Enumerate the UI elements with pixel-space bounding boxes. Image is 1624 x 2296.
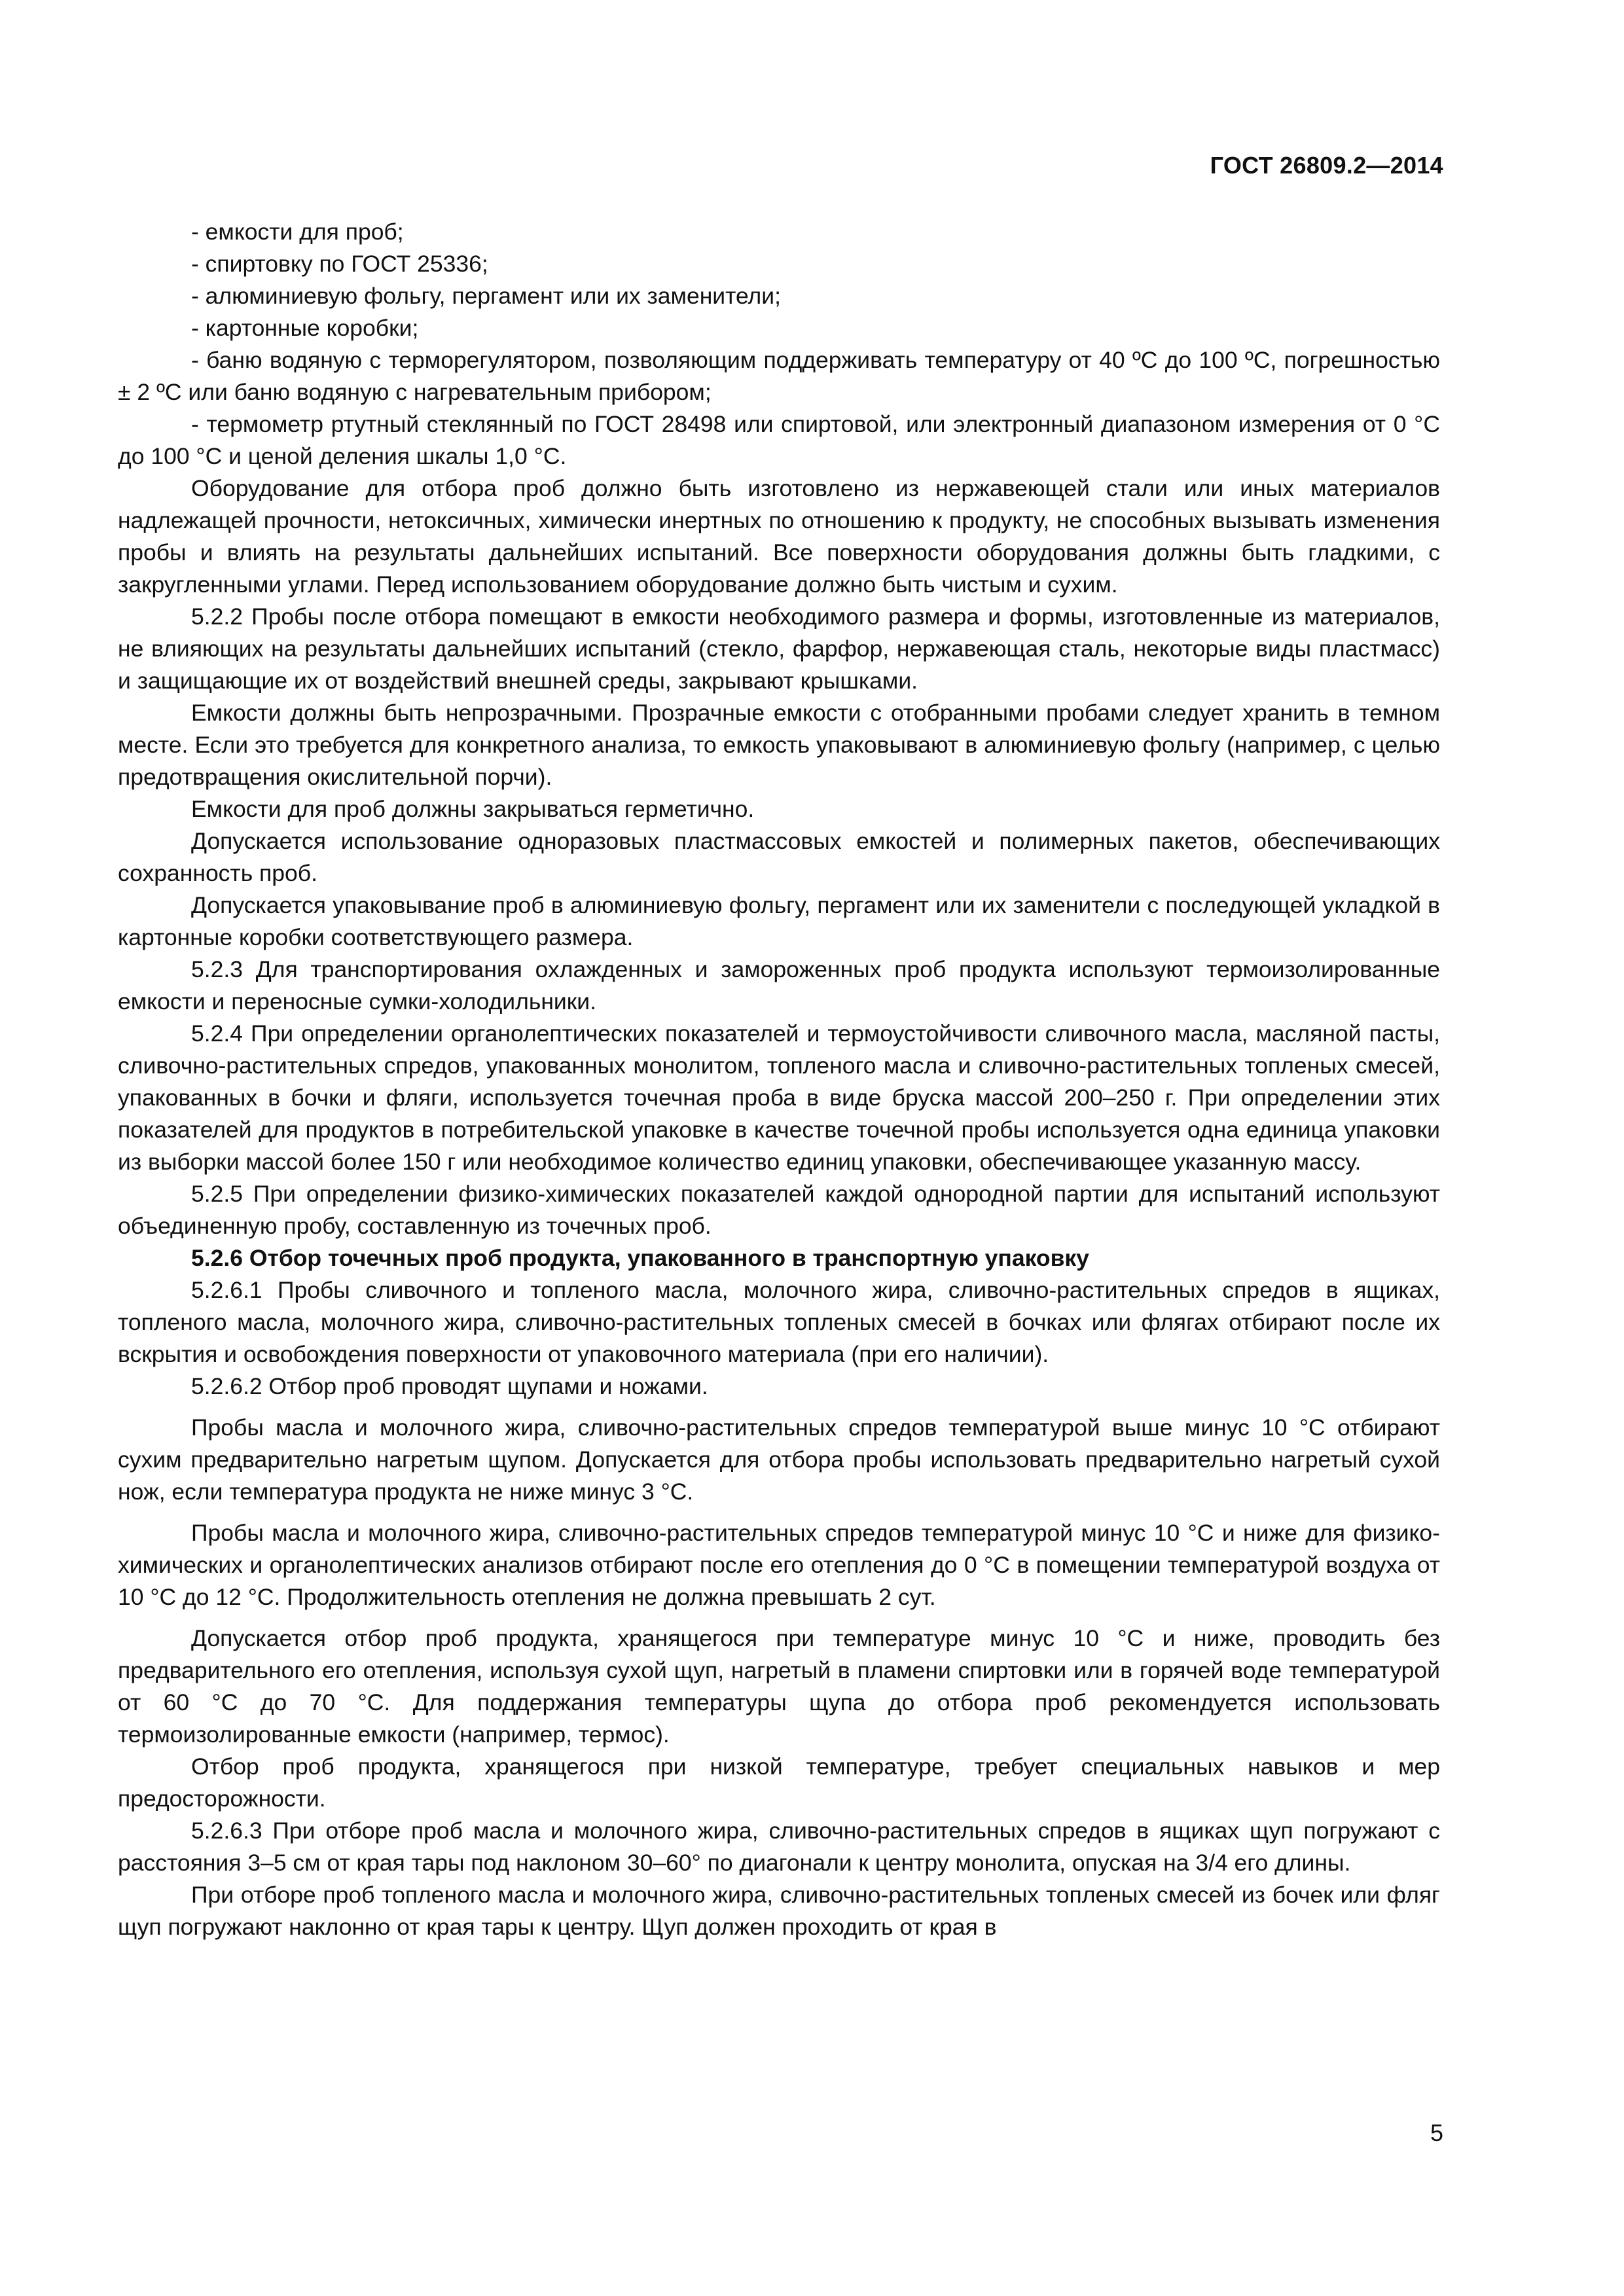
paragraph-5-2-4: 5.2.4 При определении органолептических показателей и термоустойчивости сливочного масла, масляной пасты, сливочно-растительных спредов, упакованных монолитом, топленого масла и сливочно-растительных топленых смесей, упакованных в бочки и фляги, используется точечная проба в виде бруска массой 200–250 г. При определении этих показателей для продуктов в потребительской упаковке в качестве точечной пробы используется одна единица упаковки из выборки массой более 150 г или необходимое количество единиц упаковки, обеспечивающее указанную массу. bbox=[118, 1020, 1440, 1175]
paragraph-low-temperature-precautions: Отбор проб продукта, хранящегося при низкой температуре, требует специальных навыков и мер предосторожности. bbox=[118, 1753, 1440, 1812]
paragraph-foil-packaging: Допускается упаковывание проб в алюминиевую фольгу, пергамент или их заменители с последующей укладкой в картонные коробки соответствующего размера. bbox=[118, 892, 1440, 950]
page-number: 5 bbox=[1430, 2119, 1443, 2146]
paragraph-hermetic-containers: Емкости для проб должны закрываться герметично. bbox=[191, 796, 755, 822]
paragraph-thawing: Пробы масла и молочного жира, сливочно-растительных спредов температурой минус 10 °С и ниже для физико-химических и органолептических анализов отбирают после его отепления до 0 °С в помещении температурой воздуха от 10 °С до 12 °С. Продолжительность отепления не должна превышать 2 сут. bbox=[118, 1520, 1440, 1610]
paragraph-5-2-6-1: 5.2.6.1 Пробы сливочного и топленого масла, молочного жира, сливочно-растительных спредов в ящиках, топленого масла, молочного жира, сливочно-растительных топленых смесей в бочках или флягах отбирают после их вскрытия и освобождения поверхности от упаковочного материала (при его наличии). bbox=[118, 1277, 1440, 1367]
list-item-thermometer: - термометр ртутный стеклянный по ГОСТ 28498 или спиртовой, или электронный диапазоном измерения от 0 °С до 100 °С и ценой деления шкалы 1,0 °С. bbox=[118, 411, 1440, 469]
paragraph-opaque-containers: Емкости должны быть непрозрачными. Прозрачные емкости с отобранными пробами следует хранить в темном месте. Если это требуется для конкретного анализа, то емкость упаковывают в алюминиевую фольгу (например, с целью предотвращения окислительной порчи). bbox=[118, 700, 1440, 790]
list-item-sample-containers: - емкости для проб; bbox=[191, 219, 404, 245]
paragraph-5-2-3: 5.2.3 Для транспортирования охлажденных и замороженных проб продукта используют термоизолированные емкости и переносные сумки-холодильники. bbox=[118, 956, 1440, 1014]
list-item-spirit-lamp: - спиртовку по ГОСТ 25336; bbox=[191, 251, 488, 277]
section-heading-5-2-6: 5.2.6 Отбор точечных проб продукта, упакованного в транспортную упаковку bbox=[191, 1245, 1089, 1271]
paragraph-heated-probe: Пробы масла и молочного жира, сливочно-растительных спредов температурой выше минус 10 °С отбирают сухим предварительно нагретым щупом. Допускается для отбора пробы использовать предварительно нагретый сухой нож, если температура продукта не ниже минус 3 °С. bbox=[118, 1414, 1440, 1505]
list-item-water-bath: - баню водяную с терморегулятором, позволяющим поддерживать температуру от 40 ºС до 100 ºС, погрешностью ± 2 ºС или баню водяную с нагревательным прибором; bbox=[118, 347, 1440, 405]
paragraph-5-2-5: 5.2.5 При определении физико-химических показателей каждой однородной партии для испытаний используют объединенную пробу, составленную из точечных проб. bbox=[118, 1181, 1440, 1239]
paragraph-equipment-requirements: Оборудование для отбора проб должно быть изготовлено из нержавеющей стали или иных материалов надлежащей прочности, нетоксичных, химически инертных по отношению к продукту, не способных вызывать изменения пробы и влиять на результаты дальнейших испытаний. Все поверхности оборудования должны быть гладкими, с закругленными углами. Перед использованием оборудование должно быть чистым и сухим. bbox=[118, 475, 1440, 598]
paragraph-barrels-flasks: При отборе проб топленого масла и молочного жира, сливочно-растительных топленых смесей из бочек или фляг щуп погружают наклонно от края тары к центру. Щуп должен проходить от края в bbox=[118, 1882, 1440, 1940]
body-text bbox=[118, 216, 1440, 1943]
paragraph-5-2-6-2: 5.2.6.2 Отбор проб проводят щупами и ножами. bbox=[191, 1373, 708, 1399]
list-item-aluminum-foil: - алюминиевую фольгу, пергамент или их заменители; bbox=[191, 283, 781, 309]
paragraph-disposable-containers: Допускается использование одноразовых пластмассовых емкостей и полимерных пакетов, обеспечивающих сохранность проб. bbox=[118, 828, 1440, 886]
paragraph-5-2-2: 5.2.2 Пробы после отбора помещают в емкости необходимого размера и формы, изготовленные из материалов, не влияющих на результаты дальнейших испытаний (стекло, фарфор, нержавеющая сталь, некоторые виды пластмасс) и защищающие их от воздействий внешней среды, закрывают крышками. bbox=[118, 603, 1440, 694]
list-item-cardboard-boxes: - картонные коробки; bbox=[191, 315, 419, 341]
paragraph-no-thawing: Допускается отбор проб продукта, хранящегося при температуре минус 10 °С и ниже, проводить без предварительного его отепления, используя сухой щуп, нагретый в пламени спиртовки или в горячей воде температурой от 60 °С до 70 °С. Для поддержания температуры щупа до отбора проб рекомендуется использовать термоизолированные емкости (например, термос). bbox=[118, 1625, 1440, 1748]
paragraph-5-2-6-3: 5.2.6.3 При отборе проб масла и молочного жира, сливочно-растительных спредов в ящиках щуп погружают с расстояния 3–5 см от края тары под наклоном 30–60° по диагонали к центру монолита, опуская на 3/4 его длины. bbox=[118, 1818, 1440, 1876]
document-code-header: ГОСТ 26809.2—2014 bbox=[1210, 152, 1443, 179]
